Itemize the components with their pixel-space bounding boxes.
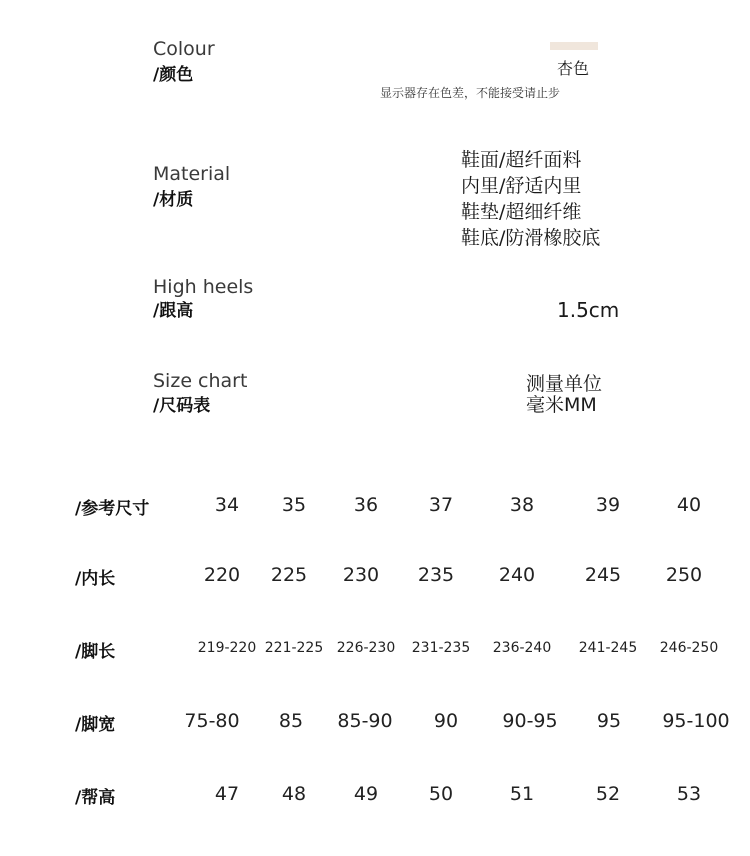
material-label-cn: /材质: [153, 190, 194, 210]
table-cell: 48: [281, 783, 307, 805]
table-cell: 35: [281, 494, 307, 516]
table-cell: 49: [353, 783, 379, 805]
colour-label-en: Colour: [153, 38, 215, 60]
table-cell: 37: [428, 494, 454, 516]
table-cell: 230: [342, 564, 380, 586]
table-cell: 85: [278, 710, 304, 732]
table-cell: 225: [270, 564, 308, 586]
table-cell: 226-230: [336, 640, 396, 656]
table-cell: 50: [428, 783, 454, 805]
table-cell: 90-95: [502, 710, 558, 732]
table-cell: 53: [676, 783, 702, 805]
table-cell: 47: [214, 783, 240, 805]
table-row-label: /内长: [75, 569, 116, 589]
colour-value: 杏色: [557, 59, 590, 78]
material-sole: 鞋底/防滑橡胶底: [461, 227, 601, 249]
heels-label-cn: /跟高: [153, 301, 194, 321]
table-cell: 241-245: [578, 640, 638, 656]
size-chart-unit-line2: 毫米MM: [526, 394, 597, 416]
table-cell: 231-235: [411, 640, 471, 656]
heels-label-en: High heels: [153, 276, 254, 298]
table-cell: 40: [676, 494, 702, 516]
material-insole: 鞋垫/超细纤维: [461, 201, 582, 223]
table-cell: 39: [595, 494, 621, 516]
table-cell: 75-80: [184, 710, 240, 732]
table-cell: 90: [433, 710, 459, 732]
size-chart-label-en: Size chart: [153, 370, 248, 392]
table-cell: 246-250: [659, 640, 719, 656]
material-lining: 内里/舒适内里: [461, 175, 582, 197]
table-row-label: /帮高: [75, 788, 116, 808]
table-cell: 240: [498, 564, 536, 586]
size-chart-unit-line1: 测量单位: [526, 373, 603, 395]
table-cell: 235: [417, 564, 455, 586]
table-cell: 95-100: [662, 710, 730, 732]
material-label-en: Material: [153, 163, 231, 185]
table-cell: 221-225: [264, 640, 324, 656]
colour-disclaimer: 显示器存在色差，不能接受请止步: [380, 86, 561, 100]
table-row-label: /脚长: [75, 642, 116, 662]
table-cell: 250: [665, 564, 703, 586]
table-row-label: /脚宽: [75, 715, 116, 735]
table-cell: 34: [214, 494, 240, 516]
table-cell: 220: [203, 564, 241, 586]
colour-label-cn: /颜色: [153, 65, 194, 85]
table-cell: 52: [595, 783, 621, 805]
table-row-label: /参考尺寸: [75, 499, 150, 519]
material-upper: 鞋面/超纤面料: [461, 149, 582, 171]
size-chart-label-cn: /尺码表: [153, 396, 211, 416]
table-cell: 95: [596, 710, 622, 732]
heels-value: 1.5cm: [557, 298, 620, 322]
table-cell: 236-240: [492, 640, 552, 656]
table-cell: 245: [584, 564, 622, 586]
table-cell: 38: [509, 494, 535, 516]
table-cell: 36: [353, 494, 379, 516]
table-cell: 51: [509, 783, 535, 805]
colour-swatch: [550, 42, 598, 50]
table-cell: 219-220: [197, 640, 257, 656]
table-cell: 85-90: [337, 710, 393, 732]
